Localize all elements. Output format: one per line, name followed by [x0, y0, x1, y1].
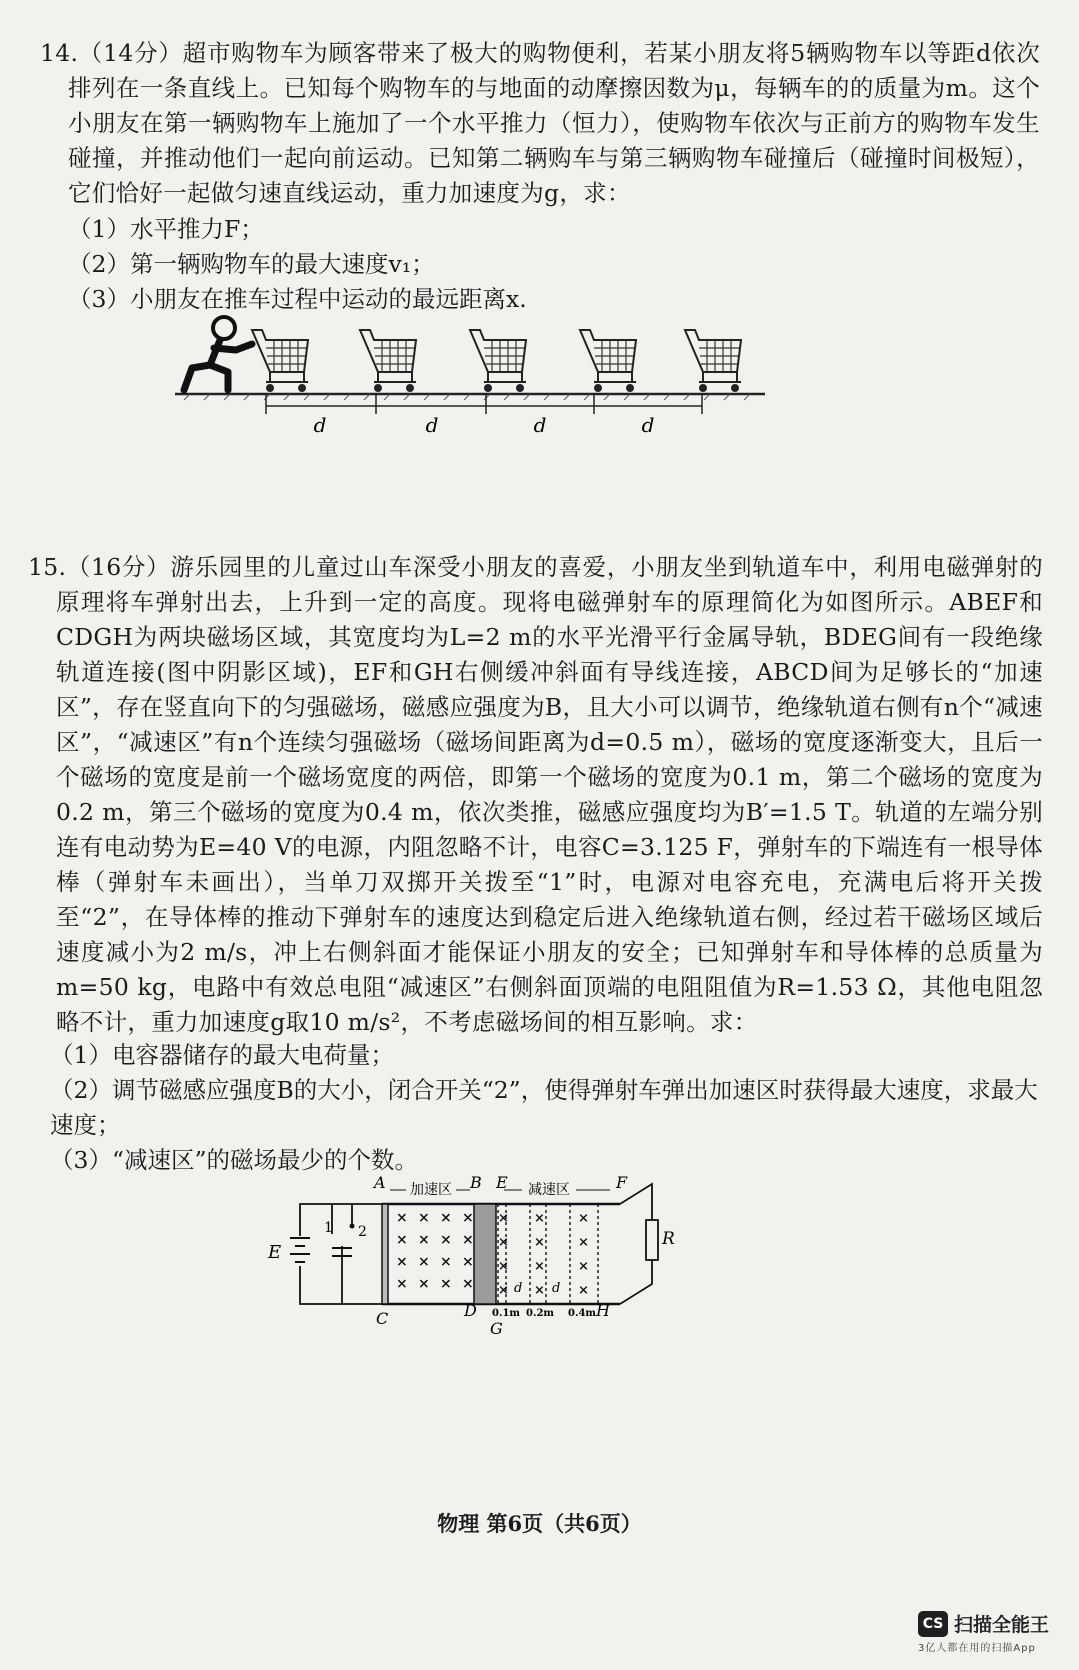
- svg-text:×: ×: [396, 1232, 408, 1248]
- scanner-watermark: [918, 1610, 1068, 1654]
- q14-sub2: （2）第一辆购物车的最大速度v₁；: [68, 250, 435, 278]
- width-label-1: 0.1m: [492, 1308, 520, 1319]
- distance-markers: [266, 394, 702, 414]
- watermark-name: 扫描全能王: [954, 1614, 1050, 1636]
- label-g: G: [490, 1319, 503, 1336]
- gap-label-1: d: [313, 413, 327, 437]
- child-figure: [184, 317, 252, 390]
- d-label-1: d: [514, 1281, 523, 1296]
- svg-text:×: ×: [418, 1232, 430, 1248]
- q15-figure: [260, 1176, 700, 1336]
- svg-text:×: ×: [534, 1235, 545, 1250]
- gap-label-2: d: [425, 413, 439, 437]
- q15-sub1: （1）电容器储存的最大电荷量；: [50, 1041, 394, 1069]
- svg-text:×: ×: [462, 1254, 474, 1270]
- gap-label-3: d: [533, 413, 547, 437]
- label-f: F: [616, 1176, 628, 1192]
- label-b: B: [470, 1176, 482, 1192]
- svg-text:×: ×: [418, 1210, 430, 1226]
- svg-text:×: ×: [498, 1211, 509, 1226]
- q14-text: 14.（14分）超市购物车为顾客带来了极大的购物便利，若某小朋友将5辆购物车以等距d依次排列在一条直线上。已知每个购物车的与地面的动摩擦因数为μ，每辆车的的质量为m。这个小朋友在第一辆购物车上施加了一个水平推力（恒力），使购物车依次与正前方的购物车发生碰撞，并推动他们一起向前运动。已知第二辆购车与第三辆购物车碰撞后（碰撞时间极短），它们恰好一起做匀速直线运动，重力加速度为g，求：: [40, 39, 1040, 207]
- q15-body: [28, 550, 1043, 1040]
- svg-text:×: ×: [396, 1210, 408, 1226]
- camscanner-logo-icon: CS: [918, 1611, 948, 1637]
- label-r: R: [662, 1229, 675, 1249]
- svg-text:×: ×: [534, 1259, 545, 1274]
- switch-label-2: 2: [358, 1224, 367, 1240]
- accel-zone-label: 加速区: [410, 1182, 452, 1198]
- cart-5: [685, 330, 741, 392]
- svg-text:×: ×: [578, 1283, 589, 1298]
- q15-sub3: （3）“减速区”的磁场最少的个数。: [50, 1146, 418, 1174]
- label-source-e: E: [268, 1242, 282, 1263]
- svg-text:×: ×: [418, 1276, 430, 1292]
- svg-text:×: ×: [462, 1232, 474, 1248]
- svg-text:×: ×: [498, 1259, 509, 1274]
- svg-text:×: ×: [578, 1235, 589, 1250]
- page-footer: 物理 第6页（共6页）: [437, 1511, 642, 1536]
- q15-text: 15.（16分）游乐园里的儿童过山车深受小朋友的喜爱，小朋友坐到轨道车中，利用电磁弹射的原理将车弹射出去，上升到一定的高度。现将电磁弹射车的原理简化为如图所示。ABEF和CDGH为两块磁场区域，其宽度均为L=2 m的水平光滑平行金属导轨，BDEG间有一段绝缘轨道连接(图中阴影区域)，EF和GH右侧缓冲斜面有导线连接，ABCD间为足够长的“加速区”，存在竖直向下的匀强磁场，磁感应强度为B，且大小可以调节，绝缘轨道右侧有n个“减速区”，“减速区”有n个连续匀强磁场（磁场间距离为d=0.5 m），磁场的宽度逐渐变大，且后一个磁场的宽度是前一个磁场宽度的两倍，即第一个磁场的宽度为0.1 m，第二个磁场的宽度为0.2 m，第三个磁场的宽度为0.4 m，依次类推，磁感应强度均为B′=1.5 T。轨道的左端分别连有电动势为E=40 V的电源，内阻忽略不计，电容C=3.125 F，弹射车的下端连有一根导体棒（弹射车未画出），当单刀双掷开关拨至“1”时，电源对电容充电，充满电后将开关拨至“2”，在导体棒的推动下弹射车的速度达到稳定后进入绝缘轨道右侧，经过若干磁场区域后速度减小为2 m/s，冲上右侧斜面才能保证小朋友的安全；已知弹射车和导体棒的总质量为m=50 kg，电路中有效总电阻“减速区”右侧斜面顶端的电阻阻值为R=1.53 Ω，其他电阻忽略不计，重力加速度g取10 m/s²，不考虑磁场间的相互影响。求：: [28, 553, 1043, 1036]
- svg-text:×: ×: [462, 1210, 474, 1226]
- svg-text:×: ×: [534, 1283, 545, 1298]
- battery: [290, 1238, 310, 1262]
- svg-text:×: ×: [396, 1276, 408, 1292]
- conductor-rod: [382, 1204, 388, 1304]
- svg-text:×: ×: [578, 1259, 589, 1274]
- svg-text:×: ×: [498, 1283, 509, 1298]
- decel-zone-label: 减速区: [528, 1182, 570, 1198]
- label-h: H: [596, 1301, 610, 1320]
- cart-3: [470, 330, 526, 392]
- svg-text:×: ×: [578, 1211, 589, 1226]
- svg-text:×: ×: [418, 1254, 430, 1270]
- svg-text:×: ×: [396, 1254, 408, 1270]
- label-a: A: [374, 1176, 386, 1192]
- cart-2: [360, 330, 416, 392]
- q14-figure: [170, 310, 770, 450]
- q15-sub2: （2）调节磁感应强度B的大小，闭合开关“2”，使得弹射车弹出加速区时获得最大速度，求最大速度；: [50, 1076, 1038, 1139]
- width-label-2: 0.2m: [526, 1308, 554, 1319]
- gap-label-4: d: [641, 413, 655, 437]
- cart-1: [252, 330, 308, 392]
- label-c: C: [376, 1309, 389, 1328]
- label-e-point: E: [496, 1176, 508, 1192]
- cart-4: [580, 330, 636, 392]
- insulating-track: [474, 1204, 496, 1304]
- svg-text:×: ×: [440, 1254, 452, 1270]
- q14-sub1: （1）水平推力F；: [68, 215, 264, 243]
- d-label-2: d: [552, 1281, 561, 1296]
- svg-text:×: ×: [440, 1210, 452, 1226]
- svg-text:×: ×: [462, 1276, 474, 1292]
- accel-field: [396, 1210, 474, 1292]
- switch-label-1: 1: [324, 1220, 333, 1236]
- svg-text:×: ×: [440, 1276, 452, 1292]
- width-label-3: 0.4m: [568, 1308, 596, 1319]
- svg-text:×: ×: [498, 1235, 509, 1250]
- svg-text:×: ×: [440, 1232, 452, 1248]
- q14-body: [40, 36, 1040, 211]
- svg-text:×: ×: [534, 1211, 545, 1226]
- label-d: D: [464, 1301, 477, 1320]
- resistor-r: [646, 1220, 658, 1260]
- q14-sub3: （3）小朋友在推车过程中运动的最远距离x.: [68, 285, 527, 313]
- watermark-sub: 3亿人都在用的扫描App: [918, 1643, 1036, 1654]
